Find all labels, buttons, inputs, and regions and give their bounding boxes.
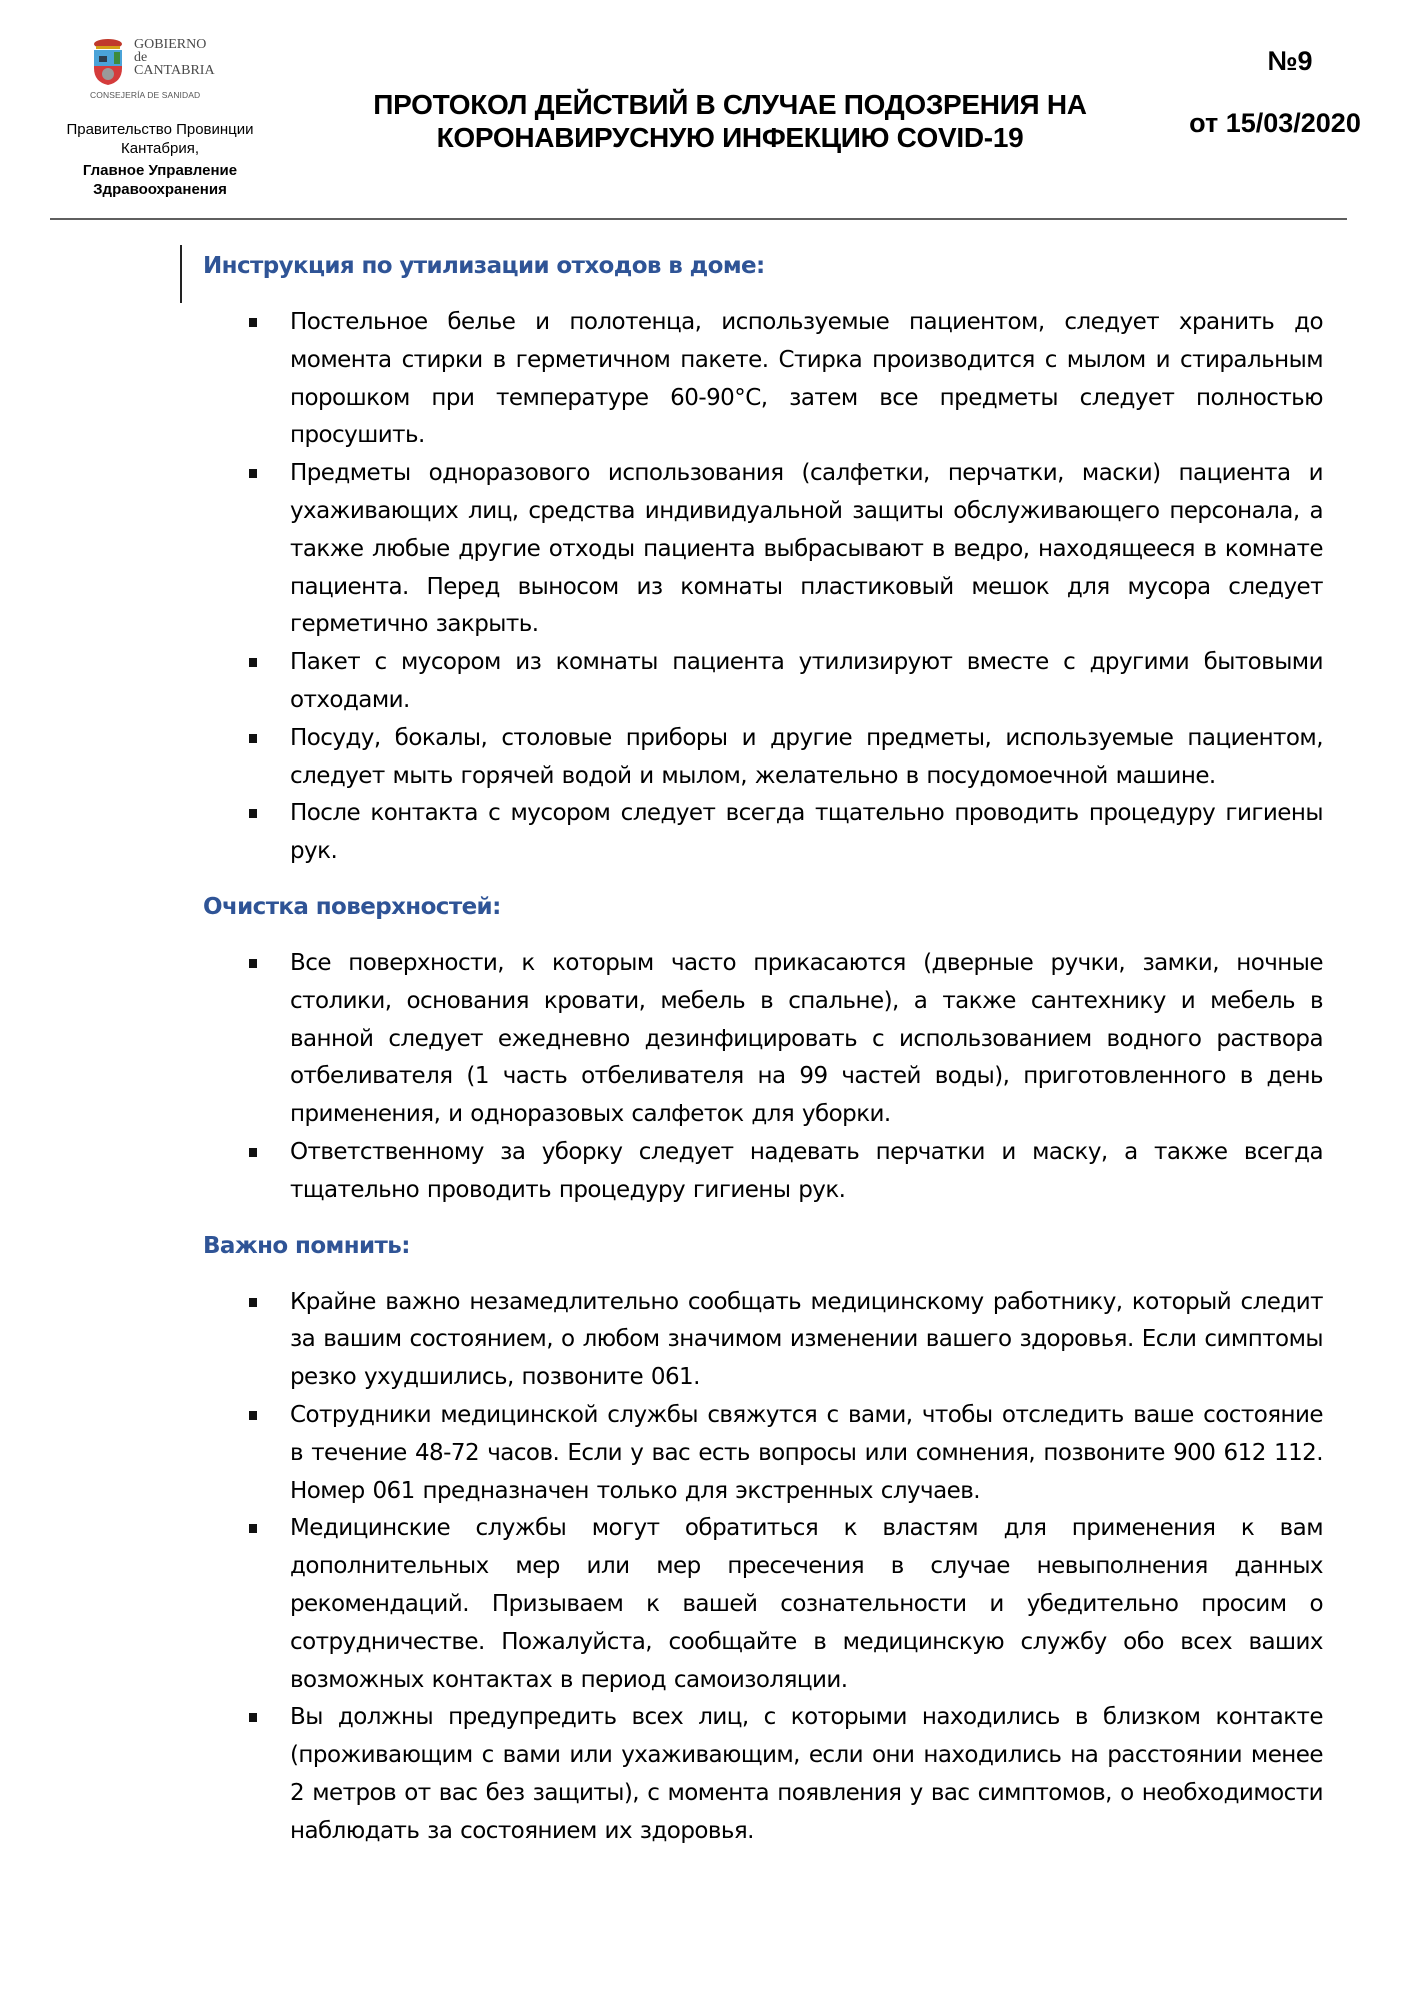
bullet-square-icon (249, 658, 257, 667)
section-waste-disposal (203, 248, 1323, 871)
header-divider (50, 218, 1347, 220)
logo-subtitle: CONSEJERÍA DE SANIDAD (90, 90, 201, 100)
coat-of-arms-icon (88, 38, 128, 86)
list-item (203, 1284, 1323, 1397)
document-body (203, 248, 1323, 1868)
bullet-square-icon (249, 1411, 257, 1420)
org-line2: Кантабрия, (120, 140, 199, 157)
title-line1: ПРОТОКОЛ ДЕЙСТВИЙ В СЛУЧАЕ ПОДОЗРЕНИЯ НА (373, 89, 1087, 120)
section-heading: Очистка поверхностей: (203, 893, 501, 920)
bullet-list (203, 1284, 1323, 1851)
list-item-text: Медицинские службы могут обратиться к властям для применения к вам дополнительных мер или мер пресечения в случае невыполнения данных рекомендаций. Призываем к вашей сознательности и убедительно просим о сотрудничестве. Пожалуйста, сообщайте в медицинскую службу обо всех ваших возможных контактах в период самоизоляции. (290, 1515, 1323, 1693)
document-title (340, 88, 1120, 154)
list-item-text: После контакта с мусором следует всегда тщательно проводить процедуру гигиены рук. (290, 800, 1323, 865)
logo-line3: CANTABRIA (134, 63, 215, 78)
section-heading: Важно помнить: (203, 1232, 410, 1259)
list-item (203, 1397, 1323, 1510)
logo-wordmark (134, 38, 215, 77)
list-item (203, 720, 1323, 796)
list-item (203, 945, 1323, 1134)
bullet-square-icon (249, 469, 257, 478)
list-item-text: Постельное белье и полотенца, используемые пациентом, следует хранить до момента стирки в герметичном пакете. Стирка производится с мылом и стиральным порошком при температуре 60-90°C, затем все предметы следует полностью просушить. (290, 309, 1323, 449)
list-item (203, 1510, 1323, 1699)
list-item-text: Вы должны предупредить всех лиц, с которыми находились в близком контакте (проживающим с вами или ухаживающим, если они находились на расстоянии менее 2 метров от вас без защиты), с момента появления у вас симптомов, о необходимости наблюдать за состоянием их здоровья. (290, 1704, 1323, 1844)
section-surface-cleaning (203, 889, 1323, 1210)
bullet-square-icon (249, 318, 257, 327)
list-item (203, 304, 1323, 455)
org-line4: Здравоохранения (93, 181, 227, 198)
bullet-square-icon (249, 809, 257, 818)
section-important (203, 1228, 1323, 1851)
bullet-square-icon (249, 1524, 257, 1533)
list-item (203, 795, 1323, 871)
list-item-text: Посуду, бокалы, столовые приборы и другие предметы, используемые пациентом, следует мыть горячей водой и мылом, желательно в посудомоечной машине. (290, 724, 1323, 789)
bullet-square-icon (249, 1713, 257, 1722)
bullet-list (203, 304, 1323, 871)
list-item (203, 644, 1323, 720)
list-item (203, 1699, 1323, 1850)
logo-line2: de (134, 50, 148, 65)
list-item-text: Ответственному за уборку следует надевать перчатки и маску, а также всегда тщательно проводить процедуру гигиены рук. (290, 1138, 1323, 1203)
list-item-text: Пакет с мусором из комнаты пациента утилизируют вместе с другими бытовыми отходами. (290, 649, 1323, 713)
list-item-text: Предметы одноразового использования (салфетки, перчатки, маски) пациента и ухаживающих лиц, средства индивидуальной защиты обслуживающего персонала, а также любые другие отходы пациента выбрасывают в ведро, находящееся в комнате пациента. Перед выносом из комнаты пластиковый мешок для мусора следует герметично закрыть. (290, 460, 1323, 638)
org-line3: Главное Управление (82, 162, 238, 179)
bullet-square-icon (249, 959, 257, 968)
list-item-text: Все поверхности, к которым часто прикасаются (дверные ручки, замки, ночные столики, основания кровати, мебель в спальне), а также сантехнику и мебель в ванной следует ежедневно дезинфицировать с использованием водного раствора отбеливателя (1 часть отбеливателя на 99 частей воды), приготовленного в день применения, и одноразовых салфеток для уборки. (290, 949, 1323, 1128)
logo-line1: GOBIERNO (134, 37, 207, 52)
margin-bar (180, 245, 182, 303)
org-line1: Правительство Провинции (66, 121, 254, 138)
section-heading: Инструкция по утилизации отходов в доме: (203, 253, 765, 279)
bullet-square-icon (249, 734, 257, 743)
document-number: №9 (1267, 46, 1313, 76)
organization-name (40, 120, 280, 199)
bullet-square-icon (249, 1148, 257, 1157)
list-item (203, 455, 1323, 644)
bullet-square-icon (249, 1298, 257, 1307)
document-date: от 15/03/2020 (1189, 108, 1361, 138)
bullet-list (203, 945, 1323, 1210)
list-item-text: Крайне важно незамедлительно сообщать медицинскому работнику, который следит за вашим состоянием, о любом значимом изменении вашего здоровья. Если симптомы резко ухудшились, позвоните 061. (290, 1288, 1323, 1391)
list-item (203, 1134, 1323, 1210)
title-line2: КОРОНАВИРУСНУЮ ИНФЕКЦИЮ COVID-19 (436, 122, 1024, 153)
cantabria-logo (84, 22, 224, 104)
list-item-text: Сотрудники медицинской службы свяжутся с вами, чтобы отследить ваше состояние в течение 48-72 часов. Если у вас есть вопросы или сомнения, позвоните 900 612 112. Номер 061 предназначен только для экстренных случаев. (290, 1401, 1323, 1504)
